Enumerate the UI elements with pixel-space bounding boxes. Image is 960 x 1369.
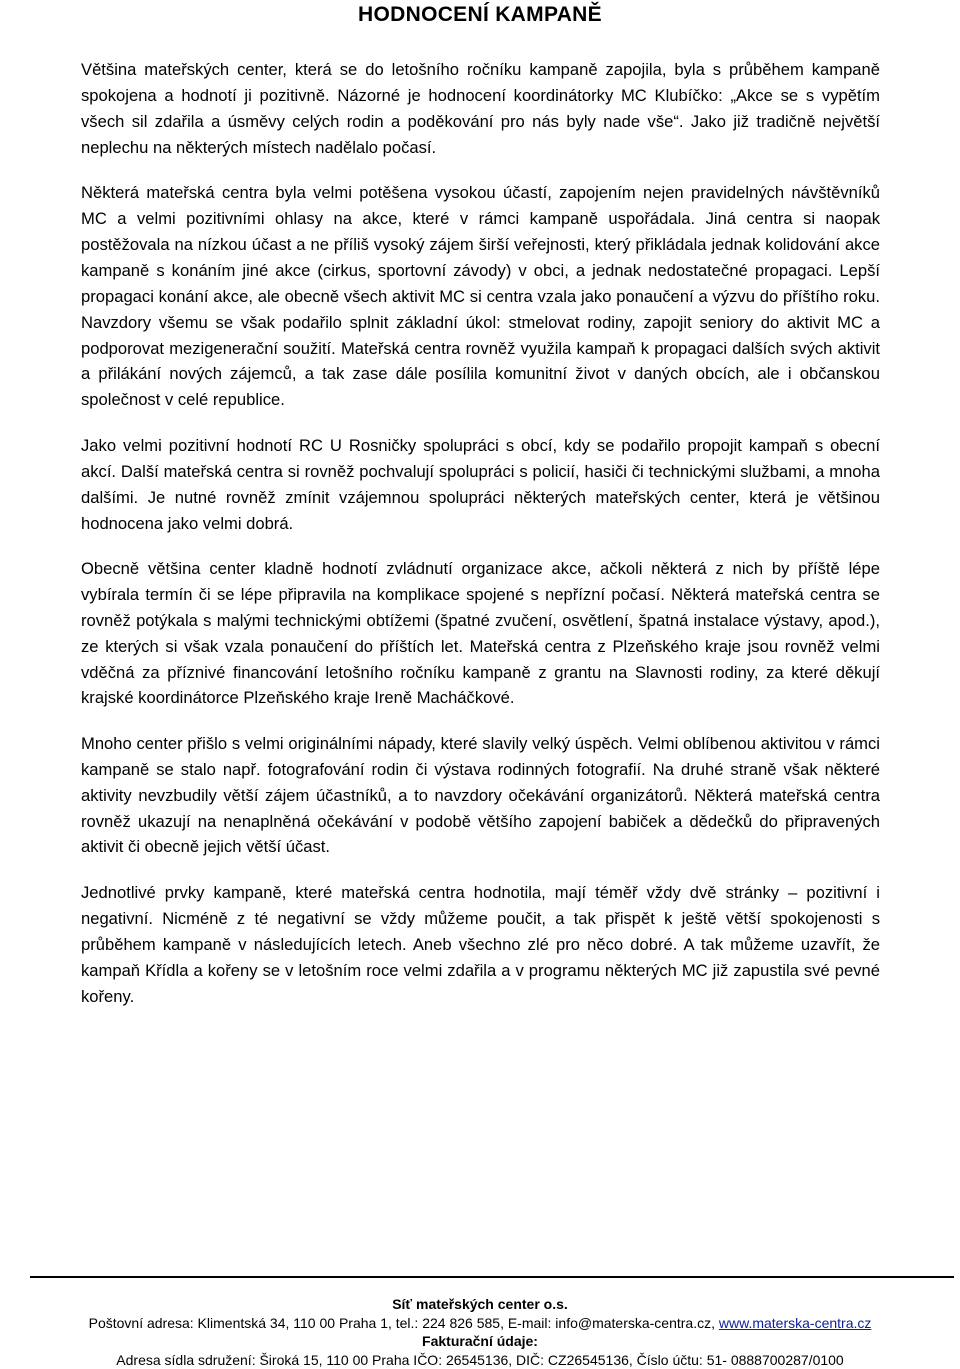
footer-address-text: Poštovní adresa: Klimentská 34, 110 00 Praha 1, tel.: 224 826 585, E-mail: info@materska-centra.cz, [88, 1314, 719, 1331]
footer-address [0, 1314, 960, 1333]
paragraph: Mnoho center přišlo s velmi originálními nápady, které slavily velký úspěch. Velmi oblíbenou aktivitou v rámci kampaně se stalo např. fotografování rodin či výstava rodinných fotografií. Na druhé straně však některé aktivity nevzbudily větší zájem účastníků, a to navzdory očekávání organizátorů. Některá mateřská centra rovněž ukazují na nenaplněná očekávání v podobě většího zapojení babiček a dědečků do připravených aktivit či obecně jejich větší účast. [81, 733, 880, 857]
paragraph: Jednotlivé prvky kampaně, které mateřská centra hodnotila, mají téměř vždy dvě stránky – pozitivní i negativní. Nicméně z té negativní se vždy můžeme poučit, a tak přispět k ještě větší spokojenosti s průběhem kampaně v následujících letech. Aneb všechno zlé pro něco dobré. A tak můžeme uzavřít, že kampaň Křídla a kořeny se v letošním roce velmi zdařila a v programu některých MC již zapustila své pevné kořeny. [81, 882, 880, 1006]
paragraph: Jako velmi pozitivní hodnotí RC U Rosničky spolupráci s obcí, kdy se podařilo propojit kampaň s obecní akcí. Další mateřská centra si rovněž pochvalují spolupráci s policií, hasiči či technickými službami, a mnoha dalšími. Je nutné rovněž zmínit vzájemnou spolupráci některých mateřských center, která je většinou hodnocena jako velmi dobrá. [81, 435, 880, 533]
paragraph: Některá mateřská centra byla velmi potěšena vysokou účastí, zapojením nejen pravidelných návštěvníků MC a velmi pozitivními ohlasy na akce, které v rámci kampaně uspořádala. Jiná centra si naopak postěžovala na nízkou účast a ne příliš vysoký zájem širší veřejnosti, který přikládala jednak kolidování akce kampaně s konáním jiné akce (cirkus, sportovní závody) v obci, a jednak nedostatečné propagaci. Lepší propagaci konání akce, ale obecně všech aktivit MC si centra vzala jako ponaučení a výzvu do příštího roku. Navzdory všemu se však podařilo splnit základní úkol: stmelovat rodiny, zapojit seniory do aktivit MC a podporovat mezigenerační soužití. Mateřská centra rovněž využila kampaň k propagaci dalších svých aktivit a přilákání nových zájemců, a tak zase dále posílila komunitní život v daných obcích, ale i občanskou společnost v celé republice. [81, 183, 880, 410]
footer-organization: Síť mateřských center o.s. [392, 1296, 568, 1312]
document-body [81, 57, 880, 1029]
footer-billing-details: Adresa sídla sdružení: Široká 15, 110 00 Praha IČO: 26545136, DIČ: CZ26545136, Číslo účtu: 51- 0888700287/0100 [116, 1351, 844, 1368]
paragraph: Většina mateřských center, která se do letošního ročníku kampaně zapojila, byla s průběhem kampaně spokojena a hodnotí ji pozitivně. Názorné je hodnocení koordinátorky MC Klubíčko: „Akce se s vypětím všech sil zdařila a úsměvy celých rodin a poděkování pro nás byly nade vše“. Jako již tradičně největší neplechu na některých místech nadělalo počasí. [81, 60, 880, 157]
page-footer [0, 1295, 960, 1369]
footer-divider [30, 1276, 954, 1278]
page-title: HODNOCENÍ KAMPANĚ [358, 3, 602, 26]
footer-billing-heading: Fakturační údaje: [422, 1333, 538, 1349]
paragraph: Obecně většina center kladně hodnotí zvládnutí organizace akce, ačkoli některá z nich by příště lépe vybírala termín či se lépe připravila na komplikace spojené s nepřízní počasí. Některá mateřská centra se rovněž potýkala s malými technickými obtížemi (špatné zvučení, osvětlení, špatná instalace výstavy, apod.), ze kterých si však vzala ponaučení do příštích let. Mateřská centra z Plzeňského kraje jsou rovněž velmi vděčná za příznivé financování letošního ročníku kampaně z grantu na Slavnosti rodiny, za které děkují krajské koordinátorce Plzeňského kraje Ireně Macháčkové. [81, 558, 880, 708]
website-link[interactable]: www.materska-centra.cz [718, 1314, 872, 1331]
